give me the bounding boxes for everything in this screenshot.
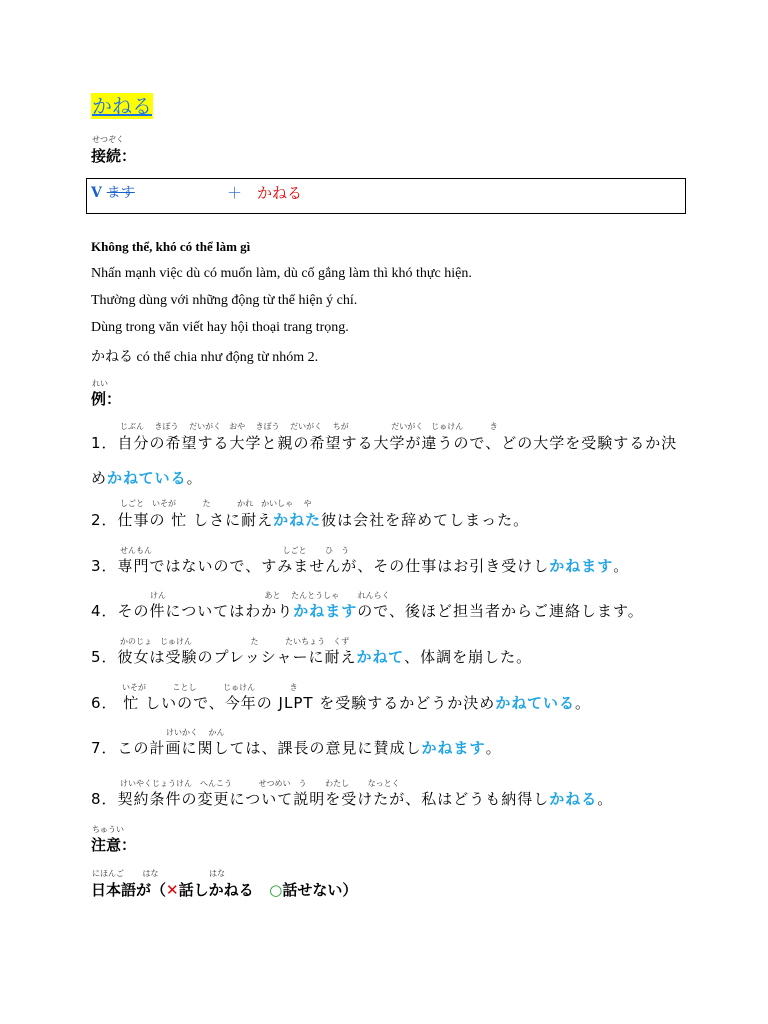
kaneru-highlight: かねている	[107, 469, 187, 487]
example-ruby: しごと いそが た かれ かいしゃ や	[120, 499, 312, 508]
example-text: 。	[613, 557, 630, 575]
kaneru-highlight: かねて	[356, 648, 405, 666]
wrong-form: 話しかねる	[178, 881, 254, 899]
connection-label: 接続：	[91, 147, 137, 165]
masu-strikethrough: ます	[106, 185, 135, 201]
example-text: 。	[485, 739, 502, 757]
example-sentence	[91, 646, 532, 667]
example-text: 2．仕事の 忙 しさに耐え	[91, 511, 274, 529]
example-sentence	[91, 509, 529, 530]
example-ruby: けいやくじょうけん へんこう せつめい う わたし なっとく	[120, 779, 400, 788]
example-sentence: 1．自分の希望する大学と親の希望する大学が違うので、どの大学を受験するか決	[91, 434, 678, 452]
example-ruby: せんもん しごと ひ う	[120, 546, 350, 555]
example-text: 、体調を崩した。	[404, 648, 533, 666]
example-text: 。	[186, 469, 203, 487]
example-ruby: じぶん きぼう だいがく おや きぼう だいがく ちが だいがく じゅけん き	[120, 422, 498, 431]
meaning-line: かねる có thể chia như động từ nhóm 2.	[91, 350, 319, 365]
circle-icon: ○	[269, 881, 283, 899]
kaneru-highlight: かねる	[549, 790, 598, 808]
example-ruby: かのじょ じゅけん た たいちょう くず	[120, 637, 350, 646]
example-text: め	[91, 469, 108, 487]
example-text: 5．彼女は受験のプレッシャーに耐え	[91, 648, 357, 666]
page-title: かねる	[92, 94, 152, 118]
plus-sign: ＋	[227, 184, 243, 202]
meaning-line: Thường dùng với những động từ thể hiện ý chí.	[91, 293, 358, 308]
example-sentence	[91, 555, 629, 576]
example-ruby: いそが ことし じゅけん き	[122, 683, 298, 692]
connection-ruby: せつぞく	[92, 135, 124, 144]
example-text: ので、後ほど担当者からご連絡します。	[357, 602, 644, 620]
example-text: 8．契約条件の変更について説明を受けたが、私はどうも納得し	[91, 790, 550, 808]
example-ruby: けいかく かん	[166, 728, 225, 737]
example-sentence	[91, 788, 613, 809]
kaneru-highlight: かねます	[549, 557, 614, 575]
example-sentence	[91, 600, 644, 621]
meaning-line: Dùng trong văn viết hay hội thoại trang trọng.	[91, 320, 349, 335]
note-example	[91, 879, 357, 900]
kaneru-highlight: かねます	[293, 602, 358, 620]
example-sentence	[91, 737, 502, 758]
kaneru-highlight: かねます	[421, 739, 486, 757]
formula-verb	[91, 182, 135, 202]
kaneru-highlight: かねた	[273, 511, 322, 529]
note-example-ruby: にほんご はな はな	[92, 869, 226, 878]
formula-kaneru: かねる	[257, 184, 303, 202]
note-label: 注意：	[91, 836, 137, 854]
examples-label: 例：	[91, 390, 122, 408]
example-ruby: けん あと たんとうしゃ れんらく	[150, 591, 390, 600]
example-text: 3．専門ではないので、すみませんが、その仕事はお引き受けし	[91, 557, 550, 575]
note-ruby: ちゅうい	[92, 825, 124, 834]
example-text: 。	[597, 790, 614, 808]
example-text: 彼は会社を辞めてしまった。	[321, 511, 530, 529]
cross-icon: ✕	[166, 881, 179, 899]
examples-ruby: れい	[92, 379, 108, 388]
example-text: 。	[574, 694, 591, 712]
formula-box	[86, 178, 686, 214]
example-text: 4．その件についてはわかり	[91, 602, 294, 620]
example-text: 6． 忙 しいので、今年の JLPT を受験するかどうか決め	[91, 694, 496, 712]
kaneru-highlight: かねている	[495, 694, 575, 712]
meaning-heading: Không thể, khó có thể làm gì	[91, 239, 251, 254]
example-sentence	[91, 692, 591, 713]
correct-form: 話せない）	[282, 881, 358, 899]
meaning-line: Nhấn mạnh việc dù có muốn làm, dù cố gắng làm thì khó thực hiện.	[91, 266, 472, 281]
verb-letter: V	[91, 185, 102, 201]
example-sentence-continued	[91, 467, 203, 488]
note-prefix: 日本語が（	[91, 881, 167, 899]
example-text: 7．この計画に関しては、課長の意見に賛成し	[91, 739, 422, 757]
